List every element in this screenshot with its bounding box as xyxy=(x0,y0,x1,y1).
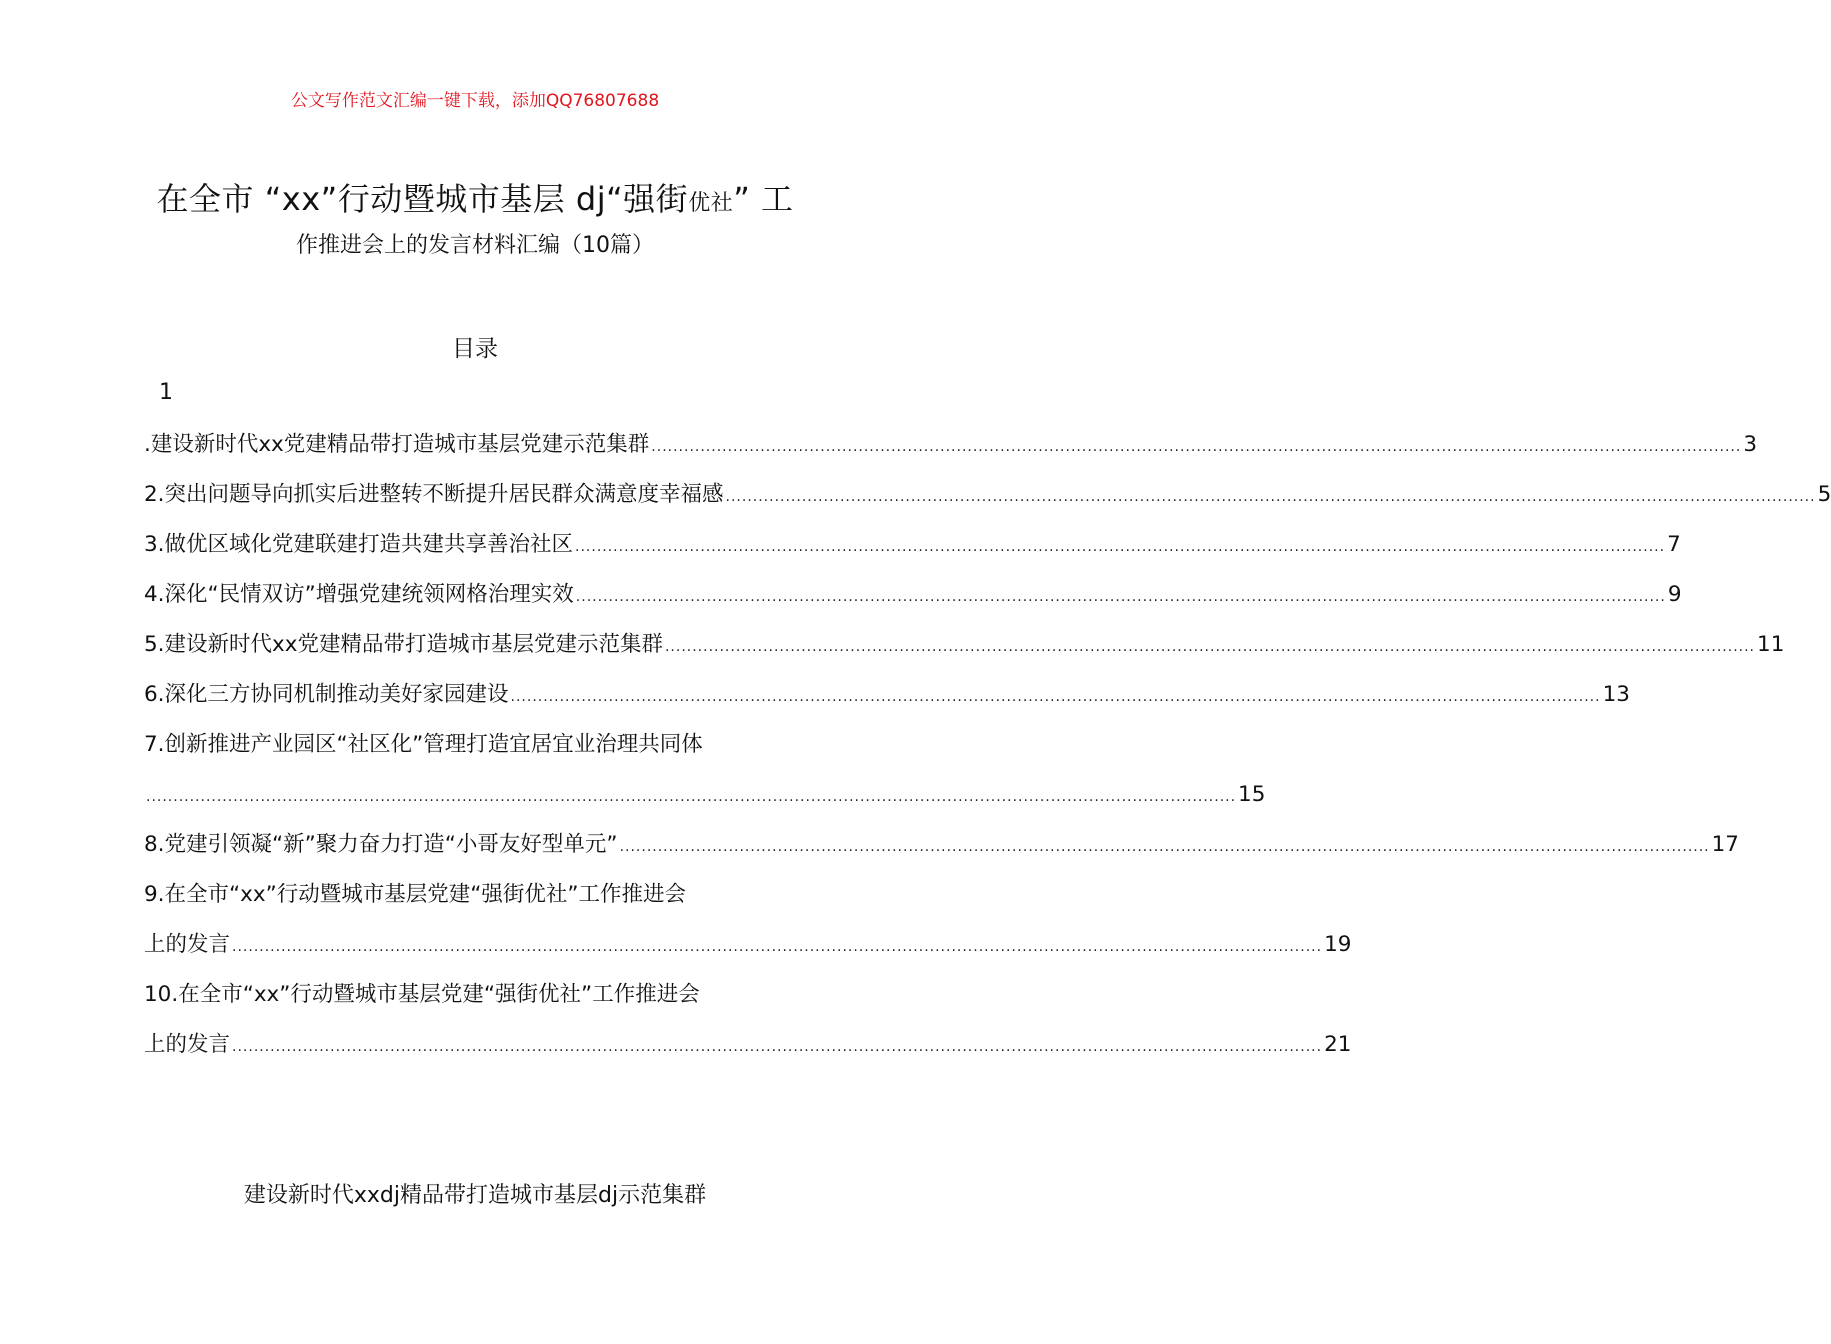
toc-entry-label: .建设新时代xx党建精品带打造城市基层党建示范集群 xyxy=(144,432,650,457)
section-title: 建设新时代xxdj精品带打造城市基层dj示范集群 xyxy=(243,1183,707,1208)
toc-entry-page: 17 xyxy=(1711,832,1739,857)
toc-lone-number: 1 xyxy=(159,380,173,405)
toc-entry[interactable] xyxy=(144,820,1739,870)
toc-entry-page: 21 xyxy=(1324,1032,1352,1057)
toc-entry-label: 8.党建引领凝“新”聚力奋力打造“小哥友好型单元” xyxy=(144,832,618,857)
title-main-text: 在全市 “xx”行动暨城市基层 dj“强街 xyxy=(156,180,689,218)
toc-entry-page: 3 xyxy=(1743,432,1758,457)
toc-entry-label: 4.深化“民情双访”增强党建统领网格治理实效 xyxy=(144,582,574,607)
promo-banner: 公文写作范文汇编一键下载，添加QQ76807688 xyxy=(290,91,660,111)
toc-entry[interactable] xyxy=(144,520,1681,570)
toc-leader-dots: ........................................................................................................................................................................................................ xyxy=(146,789,1237,805)
toc-entry[interactable] xyxy=(144,970,806,1020)
toc-entry[interactable] xyxy=(144,870,806,920)
toc-entry-page: 9 xyxy=(1667,582,1682,607)
toc-entry-continuation[interactable] xyxy=(144,770,1266,820)
toc-entry[interactable] xyxy=(144,720,806,770)
toc-leader-dots: ........................................................................................................................................................................................................ xyxy=(651,439,1742,455)
toc-leader-dots: ........................................................................................................................................................................................................ xyxy=(664,639,1756,655)
toc-entry[interactable] xyxy=(144,670,1630,720)
toc-entry-page: 13 xyxy=(1602,682,1630,707)
toc-leader-dots: ........................................................................................................................................................................................................ xyxy=(575,539,1666,555)
toc-entry-label: 6.深化三方协同机制推动美好家园建设 xyxy=(144,682,509,707)
toc-entry[interactable] xyxy=(144,420,1758,470)
toc-entry-label: 10.在全市“xx”行动暨城市基层党建“强街优社”工作推进会 xyxy=(144,982,700,1007)
toc-leader-dots: ........................................................................................................................................................................................................ xyxy=(232,939,1323,955)
toc-entry-continuation[interactable] xyxy=(144,1020,1352,1070)
toc-entry-label: 上的发言 xyxy=(144,1032,231,1057)
title-end-text: ” 工 xyxy=(733,180,794,218)
document-title-line1 xyxy=(0,174,950,220)
toc-entry-label: 上的发言 xyxy=(144,932,231,957)
toc-entry-label: 9.在全市“xx”行动暨城市基层党建“强街优社”工作推进会 xyxy=(144,882,687,907)
toc-leader-dots: ........................................................................................................................................................................................................ xyxy=(510,689,1601,705)
table-of-contents xyxy=(144,420,1831,1070)
toc-entry-label: 5.建设新时代xx党建精品带打造城市基层党建示范集群 xyxy=(144,632,663,657)
toc-entry-label: 7.创新推进产业园区“社区化”管理打造宜居宜业治理共同体 xyxy=(144,732,703,757)
toc-leader-dots: ........................................................................................................................................................................................................ xyxy=(575,589,1666,605)
toc-entry[interactable] xyxy=(144,470,1831,520)
document-title-line2: 作推进会上的发言材料汇编（10篇） xyxy=(296,233,654,258)
toc-entry-label: 2.突出问题导向抓实后进整转不断提升居民群众满意度幸福感 xyxy=(144,482,724,507)
toc-entry-label: 3.做优区域化党建联建打造共建共享善治社区 xyxy=(144,532,574,557)
title-small-text: 优社 xyxy=(688,191,734,216)
toc-entry-page: 11 xyxy=(1757,632,1785,657)
toc-entry-page: 7 xyxy=(1667,532,1681,557)
toc-entry-page: 15 xyxy=(1238,782,1266,807)
toc-entry[interactable] xyxy=(144,620,1785,670)
toc-entry-page: 5 xyxy=(1817,482,1831,507)
toc-leader-dots: ........................................................................................................................................................................................................ xyxy=(725,489,1816,505)
toc-entry[interactable] xyxy=(144,570,1682,620)
toc-entry-continuation[interactable] xyxy=(144,920,1352,970)
toc-heading: 目录 xyxy=(452,336,498,362)
toc-entry-page: 19 xyxy=(1324,932,1352,957)
toc-leader-dots: ........................................................................................................................................................................................................ xyxy=(232,1039,1323,1055)
toc-leader-dots: ........................................................................................................................................................................................................ xyxy=(619,839,1710,855)
